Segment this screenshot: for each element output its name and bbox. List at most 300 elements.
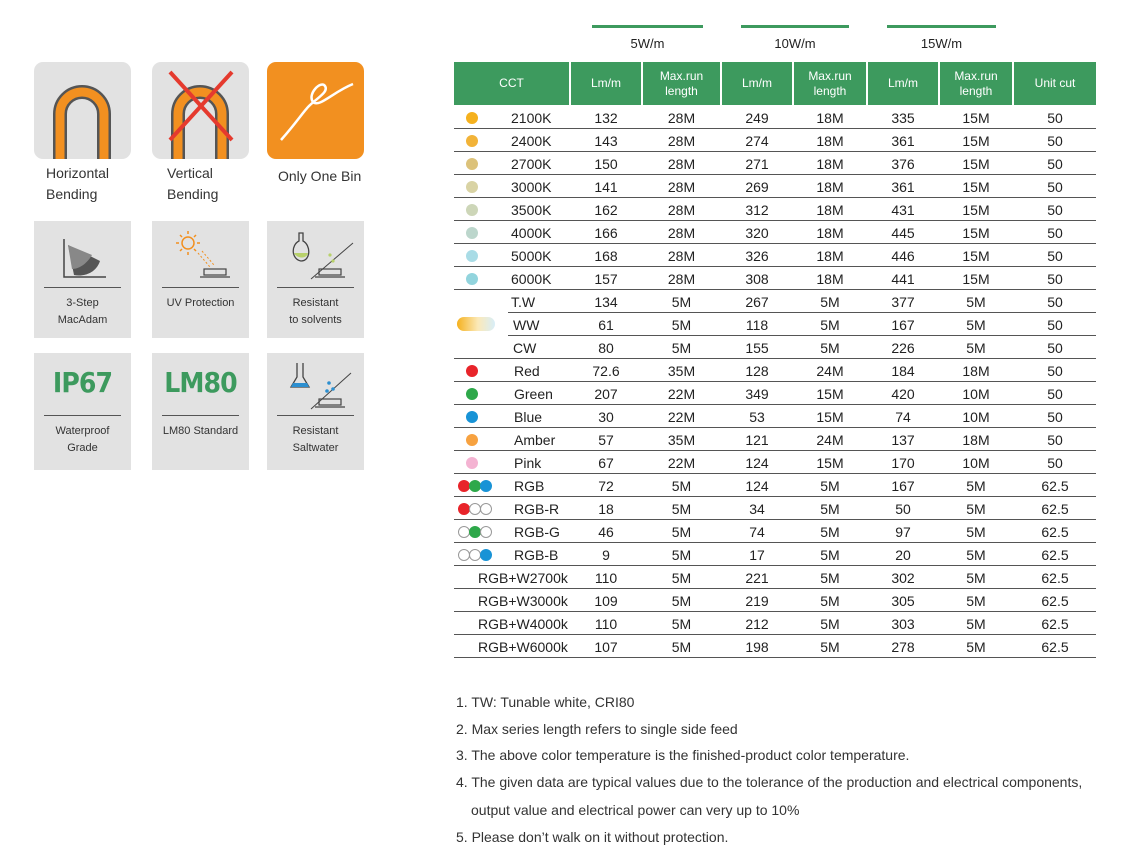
macadam-graph-icon: [34, 221, 131, 289]
table-cell: 18M: [816, 248, 844, 264]
table-cell: 110: [594, 570, 618, 586]
sun-uv-icon: [152, 221, 249, 289]
table-cell: 50: [1047, 271, 1063, 287]
table-row: [454, 129, 1096, 152]
table-cell: 5M: [966, 593, 986, 609]
table-cell: 124: [745, 455, 769, 471]
led-color-dot-icon: [466, 388, 478, 400]
table-cell: 118: [745, 317, 769, 333]
table-cell: 50: [1047, 179, 1063, 195]
table-cell: 207: [594, 386, 618, 402]
cct-label: 3500K: [511, 202, 552, 218]
table-cell: 62.5: [1041, 547, 1069, 563]
header-cct: CCT: [454, 62, 569, 105]
table-cell: 150: [594, 156, 618, 172]
cct-label: 2100K: [511, 110, 552, 126]
table-cell: 53: [749, 409, 765, 425]
table-cell: 61: [598, 317, 614, 333]
row-divider: [454, 450, 1096, 451]
table-cell: 5M: [820, 501, 840, 517]
lm80-badge: LM80: [164, 366, 237, 399]
table-cell: 57: [598, 432, 614, 448]
table-cell: 28M: [667, 225, 696, 241]
table-cell: 15M: [816, 386, 844, 402]
table-cell: 22M: [667, 409, 696, 425]
cct-label: RGB+W3000k: [478, 593, 568, 609]
horizontal-bending-icon: [34, 62, 131, 159]
table-row: [454, 451, 1096, 474]
table-cell: 34: [749, 501, 765, 517]
header-unit-cut: Unit cut: [1014, 62, 1096, 105]
row-divider: [454, 404, 1096, 405]
table-cell: 420: [891, 386, 915, 402]
cct-label: Amber: [514, 432, 556, 448]
table-cell: 326: [745, 248, 769, 264]
lm80-label: LM80 Standard: [162, 425, 239, 437]
table-cell: 10M: [962, 455, 990, 471]
row-divider: [454, 243, 1096, 244]
table-cell: 308: [745, 271, 769, 287]
table-row: [454, 221, 1096, 244]
cct-label: T.W: [511, 294, 536, 310]
table-cell: 18M: [962, 363, 990, 379]
table-row: [454, 175, 1096, 198]
cct-label: RGB+W2700k: [478, 570, 568, 586]
horizontal-bending-label: Horizontal Bending: [46, 165, 110, 202]
only-one-bin-label: Only One Bin: [278, 168, 362, 184]
cct-label: RGB-B: [514, 547, 559, 563]
table-cell: 184: [891, 363, 915, 379]
table-cell: 361: [891, 133, 915, 149]
row-divider: [454, 427, 1096, 428]
table-cell: 22M: [667, 386, 696, 402]
cct-label: Pink: [514, 455, 542, 471]
group-label-10w: 10W/m: [774, 36, 816, 51]
table-cell: 50: [1047, 409, 1063, 425]
macadam-tile: [34, 221, 131, 338]
cct-label: 2400K: [511, 133, 552, 149]
table-cell: 5M: [966, 547, 986, 563]
table-cell: 109: [594, 593, 618, 609]
table-cell: 5M: [966, 524, 986, 540]
table-cell: 168: [594, 248, 618, 264]
led-color-dot-icon: [466, 112, 478, 124]
table-cell: 5M: [671, 294, 692, 310]
table-cell: 72: [598, 478, 614, 494]
group-underline-5w: [592, 25, 703, 28]
table-cell: 121: [745, 432, 769, 448]
table-cell: 5M: [671, 340, 692, 356]
table-row: [454, 405, 1096, 428]
table-cell: 46: [598, 524, 614, 540]
table-cell: 15M: [962, 248, 990, 264]
table-cell: 10M: [962, 409, 990, 425]
group-label-15w: 15W/m: [920, 36, 963, 51]
table-cell: 15M: [962, 225, 990, 241]
table-cell: 50: [1047, 340, 1063, 356]
table-cell: 62.5: [1041, 524, 1069, 540]
group-underline-15w: [887, 25, 996, 28]
row-divider: [454, 634, 1096, 635]
table-cell: 15M: [962, 133, 990, 149]
table-cell: 5M: [671, 317, 692, 333]
table-cell: 67: [598, 455, 614, 471]
table-cell: 302: [891, 570, 915, 586]
table-cell: 18M: [816, 179, 844, 195]
note-5: 5. Please don’t walk on it without protection.: [456, 829, 729, 845]
cct-label: WW: [513, 317, 540, 333]
cct-label: 5000K: [511, 248, 552, 264]
table-cell: 312: [745, 202, 769, 218]
table-cell: 5M: [820, 524, 840, 540]
table-cell: 5M: [671, 501, 692, 517]
table-row: [454, 589, 1096, 612]
table-row: [454, 152, 1096, 175]
note-4-continued: output value and electrical power can very up to 10%: [471, 802, 800, 818]
table-cell: 249: [745, 110, 769, 126]
row-divider: [508, 335, 1096, 336]
table-cell: 170: [891, 455, 915, 471]
table-cell: 20: [895, 547, 911, 563]
table-cell: 5M: [966, 478, 986, 494]
table-row: [454, 267, 1096, 290]
table-cell: 35M: [667, 432, 696, 448]
table-cell: 5M: [966, 294, 986, 310]
led-color-dot-icon: [466, 411, 478, 423]
row-divider: [454, 220, 1096, 221]
note-4: 4. The given data are typical values due to the tolerance of the production and electrical components,: [456, 774, 1083, 790]
table-cell: 303: [891, 616, 915, 632]
table-cell: 5M: [671, 547, 692, 563]
group-label-5w: 5W/m: [630, 36, 665, 51]
table-cell: 5M: [671, 524, 692, 540]
table-cell: 17: [749, 547, 765, 563]
uv-protection-tile: [152, 221, 249, 338]
header-maxrun-10w: Max.run length: [794, 62, 866, 105]
row-divider: [454, 611, 1096, 612]
table-cell: 30: [598, 409, 614, 425]
table-cell: 50: [895, 501, 911, 517]
table-cell: 35M: [667, 363, 696, 379]
ip67-label: Waterproof Grade: [55, 425, 110, 454]
table-cell: 62.5: [1041, 501, 1069, 517]
table-cell: 50: [1047, 386, 1063, 402]
note-1: 1. TW: Tunable white, CRI80: [456, 694, 635, 710]
table-cell: 18M: [816, 225, 844, 241]
table-cell: 15M: [962, 179, 990, 195]
table-cell: 18M: [962, 432, 990, 448]
led-color-dot-icon: [466, 273, 478, 285]
row-divider: [454, 496, 1096, 497]
row-divider: [454, 565, 1096, 566]
table-cell: 74: [895, 409, 911, 425]
table-cell: 271: [745, 156, 769, 172]
table-cell: 28M: [667, 179, 696, 195]
table-cell: 50: [1047, 133, 1063, 149]
table-cell: 72.6: [592, 363, 620, 379]
solvents-label: Resistant to solvents: [289, 297, 342, 326]
led-color-dot-icon: [480, 549, 492, 561]
table-cell: 62.5: [1041, 593, 1069, 609]
note-3: 3. The above color temperature is the finished-product color temperature.: [456, 747, 910, 763]
table-cell: 28M: [667, 156, 696, 172]
solvents-tile: [267, 221, 364, 338]
flask-solvent-icon: [267, 221, 364, 289]
table-cell: 50: [1047, 225, 1063, 241]
table-cell: 74: [749, 524, 765, 540]
cct-label: 3000K: [511, 179, 552, 195]
table-cell: 50: [1047, 432, 1063, 448]
table-cell: 5M: [966, 340, 986, 356]
table-cell: 5M: [966, 317, 986, 333]
table-cell: 10M: [962, 386, 990, 402]
table-cell: 167: [891, 478, 915, 494]
table-cell: 5M: [966, 639, 986, 655]
table-cell: 141: [594, 179, 618, 195]
table-cell: 221: [745, 570, 769, 586]
table-cell: 5M: [820, 547, 840, 563]
table-cell: 50: [1047, 202, 1063, 218]
table-cell: 269: [745, 179, 769, 195]
table-cell: 18: [598, 501, 614, 517]
cct-label: 4000K: [511, 225, 552, 241]
table-cell: 107: [594, 639, 618, 655]
cct-label: RGB: [514, 478, 545, 494]
empty-led-icon: [480, 526, 492, 538]
table-cell: 361: [891, 179, 915, 195]
row-divider: [454, 266, 1096, 267]
lm80-tile: [152, 353, 249, 470]
header-maxrun-5w: Max.run length: [643, 62, 720, 105]
table-cell: 62.5: [1041, 478, 1069, 494]
header-lm-15w: Lm/m: [868, 62, 938, 105]
row-divider: [454, 128, 1096, 129]
table-cell: 155: [745, 340, 769, 356]
table-row: [454, 336, 1096, 359]
table-cell: 5M: [820, 478, 840, 494]
table-cell: 5M: [671, 616, 692, 632]
table-cell: 50: [1047, 156, 1063, 172]
tunable-white-gradient-icon: [457, 317, 495, 331]
led-color-dot-icon: [466, 135, 478, 147]
cct-label: 6000K: [511, 271, 552, 287]
table-cell: 267: [745, 294, 769, 310]
table-cell: 349: [745, 386, 769, 402]
header-lm-10w: Lm/m: [722, 62, 792, 105]
table-cell: 5M: [820, 340, 840, 356]
table-cell: 157: [594, 271, 618, 287]
table-row: [454, 106, 1096, 129]
row-divider: [454, 381, 1096, 382]
table-cell: 50: [1047, 294, 1063, 310]
table-cell: 5M: [820, 593, 840, 609]
table-cell: 445: [891, 225, 915, 241]
uv-protection-label: UV Protection: [166, 297, 235, 309]
table-cell: 5M: [820, 616, 840, 632]
led-color-dot-icon: [466, 204, 478, 216]
table-cell: 446: [891, 248, 915, 264]
table-cell: 15M: [962, 156, 990, 172]
cct-label: RGB+W6000k: [478, 639, 568, 655]
table-cell: 15M: [962, 202, 990, 218]
table-cell: 18M: [816, 271, 844, 287]
table-cell: 28M: [667, 110, 696, 126]
led-color-dot-icon: [480, 480, 492, 492]
table-cell: 5M: [820, 570, 840, 586]
led-color-dot-icon: [466, 227, 478, 239]
table-cell: 50: [1047, 455, 1063, 471]
vertical-bending-tile: [152, 62, 249, 159]
table-cell: 132: [594, 110, 618, 126]
table-cell: 431: [891, 202, 915, 218]
table-cell: 62.5: [1041, 639, 1069, 655]
led-color-dot-icon: [466, 434, 478, 446]
table-cell: 320: [745, 225, 769, 241]
table-cell: 50: [1047, 248, 1063, 264]
cct-label: Blue: [514, 409, 543, 425]
table-cell: 62.5: [1041, 570, 1069, 586]
beaker-saltwater-icon: [267, 353, 364, 421]
cct-label: 2700K: [511, 156, 552, 172]
table-cell: 18M: [816, 110, 844, 126]
table-cell: 162: [594, 202, 618, 218]
table-cell: 143: [594, 133, 618, 149]
horizontal-bending-tile: [34, 62, 131, 159]
led-color-dot-icon: [466, 250, 478, 262]
table-cell: 24M: [816, 363, 844, 379]
table-cell: 5M: [671, 570, 692, 586]
table-cell: 18M: [816, 133, 844, 149]
table-cell: 5M: [966, 616, 986, 632]
table-cell: 80: [598, 340, 614, 356]
table-row: [454, 543, 1096, 566]
table-cell: 128: [745, 363, 769, 379]
table-cell: 305: [891, 593, 915, 609]
table-cell: 28M: [667, 202, 696, 218]
table-cell: 18M: [816, 202, 844, 218]
table-cell: 50: [1047, 317, 1063, 333]
cct-label: RGB-R: [514, 501, 560, 517]
table-cell: 15M: [962, 110, 990, 126]
table-cell: 5M: [671, 478, 692, 494]
table-cell: 5M: [671, 639, 692, 655]
row-divider: [454, 197, 1096, 198]
row-divider: [454, 588, 1096, 589]
table-row: [454, 566, 1096, 589]
table-cell: 5M: [966, 570, 986, 586]
row-divider: [454, 473, 1096, 474]
cct-label: CW: [513, 340, 537, 356]
table-cell: 5M: [820, 317, 840, 333]
row-divider: [454, 542, 1096, 543]
led-color-dot-icon: [466, 158, 478, 170]
row-divider: [454, 358, 1096, 359]
row-divider: [454, 519, 1096, 520]
table-cell: 377: [891, 294, 915, 310]
cct-label: RGB+W4000k: [478, 616, 568, 632]
macadam-label: 3-Step MacAdam: [57, 297, 108, 326]
table-cell: 22M: [667, 455, 696, 471]
table-row: [454, 428, 1096, 451]
table-cell: 198: [745, 639, 769, 655]
table-cell: 97: [895, 524, 911, 540]
single-bin-curve-icon: [267, 62, 364, 159]
table-cell: 219: [745, 593, 769, 609]
table-cell: 50: [1047, 363, 1063, 379]
table-row: [454, 313, 1096, 336]
table-cell: 5M: [671, 593, 692, 609]
table-cell: 28M: [667, 248, 696, 264]
led-color-dot-icon: [466, 365, 478, 377]
table-cell: 15M: [962, 271, 990, 287]
led-color-dot-icon: [466, 457, 478, 469]
table-cell: 15M: [816, 409, 844, 425]
empty-led-icon: [480, 503, 492, 515]
cct-label: Red: [514, 363, 540, 379]
table-cell: 110: [594, 616, 618, 632]
saltwater-label: Resistant Saltwater: [292, 425, 339, 454]
table-cell: 167: [891, 317, 915, 333]
note-2: 2. Max series length refers to single side feed: [456, 721, 738, 737]
table-cell: 166: [594, 225, 618, 241]
table-cell: 62.5: [1041, 616, 1069, 632]
cct-label: RGB-G: [514, 524, 560, 540]
row-divider: [508, 312, 1096, 313]
table-cell: 5M: [820, 639, 840, 655]
table-cell: 50: [1047, 110, 1063, 126]
table-cell: 28M: [667, 271, 696, 287]
row-divider: [454, 289, 1096, 290]
table-row: [454, 198, 1096, 221]
row-divider: [454, 657, 1096, 658]
table-row: [454, 382, 1096, 405]
table-row: [454, 497, 1096, 520]
table-cell: 28M: [667, 133, 696, 149]
table-row: [454, 290, 1096, 313]
vertical-bending-label: Vertical Bending: [167, 165, 219, 202]
header-maxrun-15w: Max.run length: [940, 62, 1012, 105]
table-cell: 9: [602, 547, 610, 563]
header-lm-5w: Lm/m: [571, 62, 641, 105]
table-row: [454, 244, 1096, 267]
only-one-bin-tile: [267, 62, 364, 159]
table-cell: 24M: [816, 432, 844, 448]
cct-label: Green: [514, 386, 553, 402]
group-underline-10w: [741, 25, 849, 28]
table-cell: 5M: [966, 501, 986, 517]
table-cell: 212: [745, 616, 769, 632]
table-cell: 18M: [816, 156, 844, 172]
table-row: [454, 635, 1096, 658]
table-cell: 137: [891, 432, 915, 448]
led-color-dot-icon: [466, 181, 478, 193]
vertical-bending-crossed-icon: [152, 62, 249, 159]
table-cell: 5M: [820, 294, 840, 310]
table-cell: 335: [891, 110, 915, 126]
saltwater-tile: [267, 353, 364, 470]
table-cell: 376: [891, 156, 915, 172]
row-divider: [454, 151, 1096, 152]
table-row: [454, 474, 1096, 497]
ip67-tile: [34, 353, 131, 470]
table-cell: 441: [891, 271, 915, 287]
table-cell: 124: [745, 478, 769, 494]
table-cell: 274: [745, 133, 769, 149]
table-cell: 226: [891, 340, 915, 356]
table-cell: 15M: [816, 455, 844, 471]
table-cell: 134: [594, 294, 618, 310]
table-row: [454, 359, 1096, 382]
